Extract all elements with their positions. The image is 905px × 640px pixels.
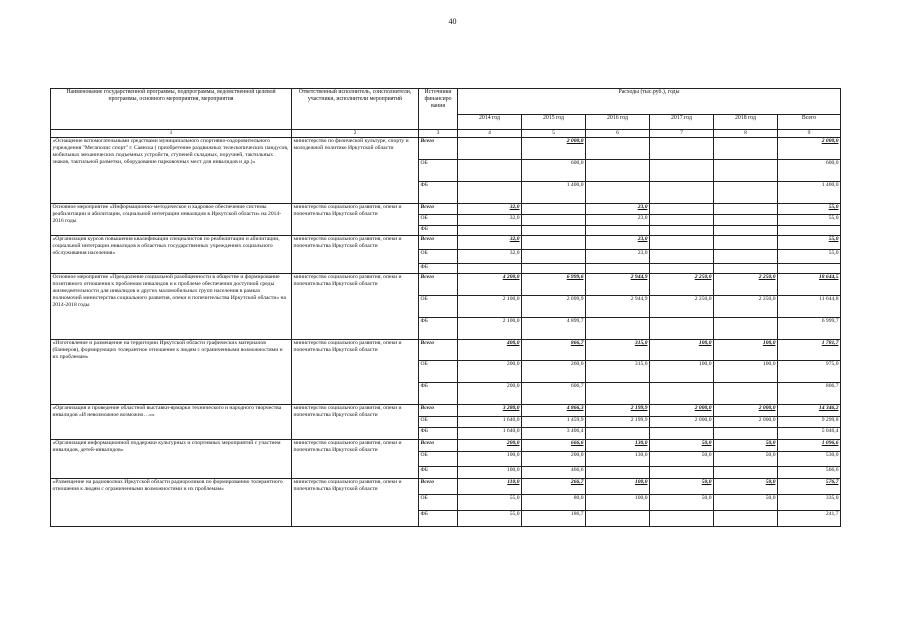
amount-total-cell: 566,6 xyxy=(778,467,841,479)
funding-source: ОБ xyxy=(419,495,458,511)
responsible-executor: министерство социального развития, опеки и попечительства Иркутской области xyxy=(292,405,419,440)
amount-value: 200,0 xyxy=(506,440,520,446)
header-name: Наименование государственной программы, подпрограммы, ведомственной целевой программы, основного мероприятия, мероприятия xyxy=(51,89,292,130)
expenses-table xyxy=(50,88,841,527)
amount-total-cell: 241,7 xyxy=(778,511,841,527)
amount-total-cell xyxy=(778,236,841,250)
amount-value: 50,0 xyxy=(701,479,712,485)
amount-cell: 1 640,0 xyxy=(458,417,522,428)
amount-cell xyxy=(586,383,650,405)
amount-cell: 200,0 xyxy=(522,452,586,467)
amount-cell xyxy=(714,340,778,361)
amount-cell xyxy=(714,160,778,182)
funding-source: ФБ xyxy=(419,226,458,236)
amount-cell xyxy=(650,318,714,340)
amount-cell: 55,0 xyxy=(458,495,522,511)
funding-source: ФБ xyxy=(419,511,458,527)
amount-cell xyxy=(522,264,586,274)
amount-cell xyxy=(714,440,778,452)
amount-total-cell: 975,0 xyxy=(778,361,841,383)
amount-cell xyxy=(586,182,650,204)
amount-cell xyxy=(650,405,714,417)
funding-source: Всего xyxy=(419,274,458,296)
amount-value: 315,0 xyxy=(634,340,648,346)
amount-cell xyxy=(650,479,714,495)
amount-total-cell: 335,0 xyxy=(778,495,841,511)
amount-total-cell xyxy=(778,204,841,215)
amount-cell xyxy=(522,440,586,452)
amount-value: 2 944,9 xyxy=(630,274,648,280)
amount-cell: 80,0 xyxy=(522,495,586,511)
amount-cell xyxy=(522,405,586,417)
amount-cell xyxy=(586,274,650,296)
amount-cell xyxy=(714,467,778,479)
amount-total-cell xyxy=(778,264,841,274)
amount-value: 50,0 xyxy=(701,440,712,446)
amount-cell xyxy=(714,383,778,405)
amount-cell xyxy=(522,204,586,215)
header-year: 2017 год xyxy=(650,115,714,130)
amount-cell: 2 250,0 xyxy=(714,296,778,318)
amount-cell: 2 099,9 xyxy=(522,296,586,318)
funding-source: Всего xyxy=(419,138,458,160)
funding-source: ОБ xyxy=(419,296,458,318)
amount-value: 866,7 xyxy=(570,340,584,346)
amount-total-cell xyxy=(778,405,841,417)
amount-cell xyxy=(714,511,778,527)
amount-total-cell xyxy=(778,440,841,452)
amount-total-cell: 1 400,0 xyxy=(778,182,841,204)
amount-value: 2 199,9 xyxy=(630,405,648,411)
amount-cell xyxy=(522,340,586,361)
amount-cell xyxy=(522,479,586,495)
column-number: 7 xyxy=(650,130,714,138)
amount-value: 2 250,0 xyxy=(758,274,776,280)
amount-total-cell xyxy=(778,226,841,236)
amount-cell xyxy=(522,250,586,264)
amount-cell xyxy=(458,274,522,296)
amount-cell xyxy=(650,428,714,440)
amount-cell xyxy=(522,138,586,160)
header-source: Источники финансиро вания xyxy=(419,89,458,130)
amount-cell xyxy=(586,160,650,182)
activity-name: «Организация и проведение областной выставки-ярмарки технического и народного творчества инвалидов «И невозможное возможно…»» xyxy=(51,405,292,440)
amount-value: 50,0 xyxy=(765,440,776,446)
funding-source: ОБ xyxy=(419,215,458,226)
column-number: 4 xyxy=(458,130,522,138)
amount-value: 400,0 xyxy=(506,340,520,346)
column-number: 3 xyxy=(419,130,458,138)
amount-cell: 1 640,0 xyxy=(458,428,522,440)
amount-cell: 2 199,9 xyxy=(586,417,650,428)
activity-name: «Изготовление и размещение на территории Иркутской области графических материалов (баннеров), формирующих толерантное отношение к людям с ограниченными возможностями и их проблемам» xyxy=(51,340,292,405)
amount-cell: 606,7 xyxy=(522,383,586,405)
responsible-executor: министерство социального развития, опеки и попечительства Иркутской области xyxy=(292,479,419,527)
amount-value: 1 096,6 xyxy=(821,440,839,446)
amount-cell xyxy=(714,226,778,236)
amount-value: 50,0 xyxy=(765,479,776,485)
amount-cell: 1 400,0 xyxy=(522,182,586,204)
table-row xyxy=(51,479,841,495)
amount-value: 55,0 xyxy=(828,236,839,242)
responsible-executor: министерство социального развития, опеки и попечительства Иркутской области xyxy=(292,440,419,479)
responsible-executor: министерство социального развития, опеки и попечительства Иркутской области xyxy=(292,274,419,340)
amount-value: 2 000,0 xyxy=(566,138,584,144)
amount-cell: 4 899,7 xyxy=(522,318,586,340)
amount-cell xyxy=(714,182,778,204)
column-number: 8 xyxy=(714,130,778,138)
amount-cell xyxy=(714,236,778,250)
amount-cell xyxy=(586,138,650,160)
table-row xyxy=(51,138,841,160)
funding-source: ОБ xyxy=(419,452,458,467)
amount-cell: 23,0 xyxy=(586,250,650,264)
amount-value: 576,7 xyxy=(825,479,839,485)
amount-total-cell: 9 299,8 xyxy=(778,417,841,428)
amount-cell xyxy=(650,215,714,226)
amount-value: 100,0 xyxy=(634,479,648,485)
activity-name: «Оснащение вспомогательными средствами муниципального спортивно-оздоровительного учреждения "Мегаполис спорт" г. Саянска ( приобретение раздвижных телескопических пандусов, мобильных механических подъемных устройств, ступеней складных, поручней, тактильных знаков, тактильной разметки, оборудование парковочных мест для инвалидов и др.)» xyxy=(51,138,292,204)
amount-value: 110,0 xyxy=(507,479,520,485)
amount-cell xyxy=(522,215,586,226)
amount-value: 666,6 xyxy=(570,440,584,446)
responsible-executor: министерство социального развития, опеки и попечительства Иркутской области xyxy=(292,236,419,274)
amount-total-cell: 55,0 xyxy=(778,215,841,226)
amount-cell: 100,0 xyxy=(714,361,778,383)
header-year: 2016 год xyxy=(586,115,650,130)
amount-cell xyxy=(458,264,522,274)
amount-cell xyxy=(714,250,778,264)
amount-cell: 3 406,4 xyxy=(522,428,586,440)
amount-cell: 100,0 xyxy=(458,467,522,479)
amount-cell xyxy=(714,215,778,226)
amount-cell: 466,6 xyxy=(522,467,586,479)
amount-value: 4 866,3 xyxy=(566,405,584,411)
activity-name: «Организация информационной поддержки культурных и спортивных мероприятий с участием инвалидов, детей-инвалидов» xyxy=(51,440,292,479)
amount-cell: 23,0 xyxy=(586,215,650,226)
amount-cell xyxy=(714,204,778,215)
funding-source: Всего xyxy=(419,204,458,215)
funding-source: ФБ xyxy=(419,467,458,479)
amount-cell xyxy=(714,479,778,495)
funding-source: ФБ xyxy=(419,264,458,274)
amount-cell xyxy=(458,340,522,361)
amount-cell: 2 100,0 xyxy=(458,296,522,318)
amount-cell xyxy=(650,264,714,274)
amount-cell: 200,0 xyxy=(458,383,522,405)
amount-cell xyxy=(458,440,522,452)
amount-total-cell: 11 644,8 xyxy=(778,296,841,318)
responsible-executor: министерство социального развития, опеки и попечительства Иркутской области xyxy=(292,340,419,405)
amount-total-cell xyxy=(778,479,841,495)
amount-cell: 315,0 xyxy=(586,361,650,383)
amount-cell xyxy=(650,250,714,264)
amount-total-cell: 55,0 xyxy=(778,250,841,264)
funding-source: ОБ xyxy=(419,361,458,383)
funding-source: ФБ xyxy=(419,318,458,340)
amount-cell: 186,7 xyxy=(522,511,586,527)
activity-name: «Организация курсов повышения квалификации специалистов по реабилитации и абилитации, социальной интеграции инвалидов в областных государственных учреждениях социального обслуживания населения» xyxy=(51,236,292,274)
amount-cell xyxy=(714,318,778,340)
funding-source: ФБ xyxy=(419,383,458,405)
amount-total-cell xyxy=(778,274,841,296)
amount-cell xyxy=(650,226,714,236)
amount-cell xyxy=(586,479,650,495)
amount-cell xyxy=(714,264,778,274)
funding-source: ФБ xyxy=(419,428,458,440)
table-row xyxy=(51,274,841,296)
column-number: 1 xyxy=(51,130,292,138)
amount-total-cell: 5 046,4 xyxy=(778,428,841,440)
activity-name: Основное мероприятие «Преодоление социальной разобщенности в обществе и формирование позитивного отношения к проблемам инвалидов и к проблеме обеспечения доступной среды жизнедеятельности для инвалидов и других маломобильных групп населения в рамках полномочий министерства социального развития, опеки и попечительства Иркутской области» на 2014-2018 годы xyxy=(51,274,292,340)
responsible-executor: министерство социального развития, опеки и попечительства Иркутской области xyxy=(292,204,419,236)
amount-cell: 50,0 xyxy=(714,495,778,511)
table-body xyxy=(51,138,841,527)
amount-value: 23,0 xyxy=(637,236,648,242)
amount-cell xyxy=(650,138,714,160)
amount-cell xyxy=(458,182,522,204)
amount-cell: 50,0 xyxy=(650,452,714,467)
amount-cell: 50,0 xyxy=(714,452,778,467)
header-executor: Ответственный исполнитель, соисполнители, участники, исполнители мероприятий xyxy=(292,89,419,130)
amount-cell: 55,0 xyxy=(458,511,522,527)
amount-cell xyxy=(650,160,714,182)
amount-cell: 100,0 xyxy=(586,495,650,511)
amount-cell: 2 250,0 xyxy=(650,296,714,318)
amount-cell xyxy=(586,340,650,361)
amount-cell xyxy=(458,138,522,160)
amount-value: 266,7 xyxy=(570,479,584,485)
funding-source: ФБ xyxy=(419,182,458,204)
amount-cell xyxy=(586,440,650,452)
funding-source: Всего xyxy=(419,440,458,452)
column-number: 2 xyxy=(292,130,419,138)
amount-cell xyxy=(650,467,714,479)
amount-cell xyxy=(522,274,586,296)
amount-cell xyxy=(650,440,714,452)
activity-name: «Размещение на радиоволнах Иркутской области радиороликов по формированию толерантного отношения к людям с ограниченными возможностями и их проблемам» xyxy=(51,479,292,527)
column-number: 6 xyxy=(586,130,650,138)
header-year: 2018 год xyxy=(714,115,778,130)
amount-total-cell: 600,0 xyxy=(778,160,841,182)
funding-source: ОБ xyxy=(419,160,458,182)
funding-source: ОБ xyxy=(419,250,458,264)
amount-cell: 2 000,0 xyxy=(714,417,778,428)
amount-value: 55,0 xyxy=(828,204,839,210)
amount-cell xyxy=(586,467,650,479)
amount-cell xyxy=(650,274,714,296)
table-row xyxy=(51,204,841,215)
table-row xyxy=(51,236,841,250)
amount-value: 14 346,2 xyxy=(818,405,839,411)
amount-cell xyxy=(458,479,522,495)
column-number: 9 xyxy=(778,130,841,138)
amount-value: 2 000,0 xyxy=(694,405,712,411)
page-number: 40 xyxy=(448,17,457,26)
amount-cell: 260,0 xyxy=(522,361,586,383)
amount-total-cell xyxy=(778,340,841,361)
header-expenses: Расходы (тыс.руб.), годы xyxy=(458,89,841,115)
amount-cell xyxy=(586,511,650,527)
table-row xyxy=(51,440,841,452)
header-total: Всего xyxy=(778,115,841,130)
amount-cell xyxy=(586,405,650,417)
amount-cell xyxy=(458,204,522,215)
amount-cell xyxy=(458,226,522,236)
amount-total-cell: 6 999,7 xyxy=(778,318,841,340)
amount-cell xyxy=(650,340,714,361)
amount-cell: 32,0 xyxy=(458,250,522,264)
amount-value: 6 999,6 xyxy=(566,274,584,280)
column-number-row xyxy=(51,130,841,138)
amount-cell: 50,0 xyxy=(650,495,714,511)
amount-cell xyxy=(458,160,522,182)
amount-cell xyxy=(458,236,522,250)
amount-cell xyxy=(650,383,714,405)
amount-cell xyxy=(650,182,714,204)
amount-cell: 130,0 xyxy=(586,452,650,467)
funding-source: Всего xyxy=(419,479,458,495)
amount-total-cell xyxy=(778,138,841,160)
funding-source: Всего xyxy=(419,236,458,250)
amount-cell: 200,0 xyxy=(458,361,522,383)
amount-value: 100,0 xyxy=(762,340,776,346)
amount-value: 2 000,0 xyxy=(758,405,776,411)
amount-cell xyxy=(586,428,650,440)
amount-cell xyxy=(714,428,778,440)
table-row xyxy=(51,405,841,417)
amount-cell: 32,0 xyxy=(458,215,522,226)
amount-value: 1 781,7 xyxy=(821,340,839,346)
amount-total-cell: 806,7 xyxy=(778,383,841,405)
amount-cell xyxy=(650,236,714,250)
amount-cell xyxy=(650,204,714,215)
amount-cell: 2 944,9 xyxy=(586,296,650,318)
funding-source: Всего xyxy=(419,405,458,417)
amount-cell: 100,0 xyxy=(458,452,522,467)
column-number: 5 xyxy=(522,130,586,138)
amount-cell: 1 459,9 xyxy=(522,417,586,428)
amount-cell: 2 100,0 xyxy=(458,318,522,340)
activity-name: Основное мероприятие «Информационно-методическое и кадровое обеспечение системы реабилитации и абилитации, социальной интеграции инвалидов в Иркутской области» на 2014-2016 годы xyxy=(51,204,292,236)
amount-cell xyxy=(586,236,650,250)
header-year: 2015 год xyxy=(522,115,586,130)
amount-value: 32,0 xyxy=(509,204,520,210)
funding-source: ОБ xyxy=(419,417,458,428)
amount-value: 2 250,0 xyxy=(694,274,712,280)
amount-cell: 2 000,0 xyxy=(650,417,714,428)
amount-cell xyxy=(714,138,778,160)
amount-cell: 100,0 xyxy=(650,361,714,383)
amount-value: 18 644,5 xyxy=(818,274,839,280)
amount-cell xyxy=(714,274,778,296)
amount-cell xyxy=(586,318,650,340)
funding-source: Всего xyxy=(419,340,458,361)
amount-value: 100,0 xyxy=(698,340,712,346)
amount-cell xyxy=(522,236,586,250)
amount-cell xyxy=(650,511,714,527)
amount-value: 23,0 xyxy=(637,204,648,210)
amount-cell xyxy=(458,405,522,417)
amount-cell xyxy=(586,264,650,274)
amount-cell xyxy=(586,204,650,215)
amount-cell xyxy=(586,226,650,236)
header-year: 2014 год xyxy=(458,115,522,130)
amount-cell: 600,0 xyxy=(522,160,586,182)
table-row xyxy=(51,340,841,361)
amount-value: 130,0 xyxy=(634,440,648,446)
responsible-executor: министерство по физической культуре, спорту и молодежной политике Иркутской области xyxy=(292,138,419,204)
amount-value: 2 000,0 xyxy=(821,138,839,144)
amount-value: 4 200,0 xyxy=(502,274,520,280)
amount-cell xyxy=(714,405,778,417)
amount-cell xyxy=(522,226,586,236)
amount-total-cell: 530,0 xyxy=(778,452,841,467)
amount-value: 32,0 xyxy=(509,236,520,242)
amount-value: 3 280,0 xyxy=(502,405,520,411)
